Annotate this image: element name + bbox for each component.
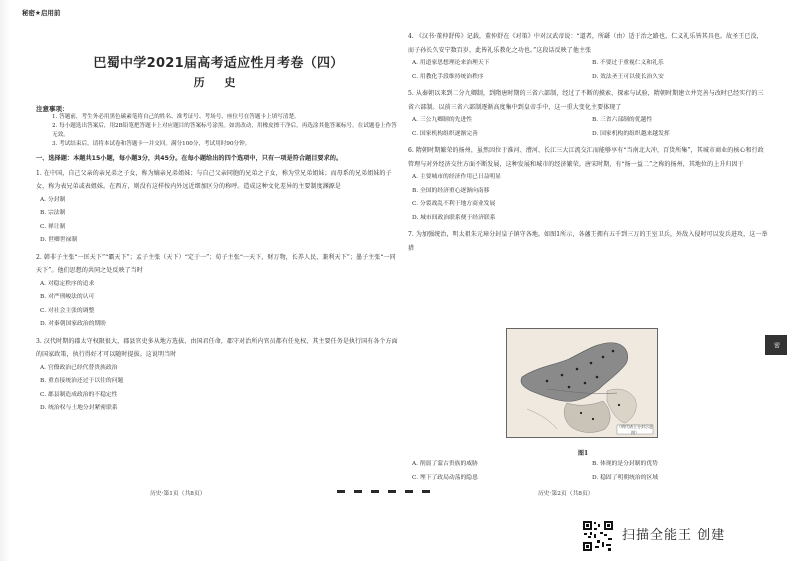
option-b: B. 三省六部制的优越性 <box>592 117 653 123</box>
option-a: A. 削弱了蒙古贵族的威胁 <box>412 461 478 467</box>
option-c: C. 埋下了政局动荡的隐患 <box>412 474 478 481</box>
question-1 <box>36 167 401 248</box>
question-5 <box>408 87 768 141</box>
option-a: A. 用道家思想理论来治理天下 <box>412 60 490 66</box>
option-a: A. 官僚政治已经代替贵族政治 <box>40 364 118 371</box>
question-3 <box>36 335 401 416</box>
notice-item: 3. 考试结束后，请将本试卷和答题卡一并交回。满分100分，考试用时90分钟。 <box>52 141 251 147</box>
registration-mark <box>371 490 379 493</box>
option-b: B. 宗法制 <box>40 210 66 216</box>
map-figure <box>506 328 658 438</box>
registration-mark <box>388 490 396 493</box>
option-a: A. 对稳定秩序的追求 <box>40 280 95 287</box>
option-a: A. 分封制 <box>40 196 66 203</box>
option-c: C. 分裂战乱不利于地方商业发展 <box>412 201 496 207</box>
option-b: B. 全国的经济重心逐渐向南移 <box>412 187 490 194</box>
map-note: （明代诸王分封示意图） <box>617 424 653 435</box>
exam-title: 巴蜀中学2021届高考适应性月考卷（四） <box>93 56 344 71</box>
question-stem: 4. 《汉书·董仲舒传》记载，董仲舒在《对策》中对汉武帝说：“道者，所繇（由）适于治之路也，仁义礼乐皆其具也。故圣王已没，而子孙长久安宁数百岁，此皆礼乐教化之功也。”这段话反映了他主张 <box>408 33 763 54</box>
option-b: B. 体现的是分封制的优势 <box>592 461 658 467</box>
subject-heading: 历 史 <box>193 76 244 89</box>
option-c: C. 郡县制造成政治的不稳定性 <box>40 391 118 398</box>
option-a: A. 主要城市的经济作用已日益明显 <box>412 174 502 180</box>
qr-code-icon <box>582 520 614 552</box>
ming-princes-map <box>507 329 657 437</box>
option-b: B. 重直接统治还过于以往的问题 <box>40 378 124 384</box>
notice-title: 注意事项： <box>36 105 69 113</box>
question-stem: 2. 韩非子主张“一匡天下”“霸天下”；孟子主张（天下）“定于一”；荀子主张“一天下，财万物，长养人民，兼利天下”；墨子主张“一同天下”。他们思想的共同之处反映了当时 <box>36 253 396 274</box>
question-7-options <box>408 458 768 485</box>
option-d: D. 对秦朝国家政治的期盼 <box>40 321 107 327</box>
page-right <box>408 30 768 435</box>
option-a: A. 三公九卿制的先进性 <box>412 117 473 123</box>
section-heading: 一、选择题：本题共15小题，每小题3分，共45分。在每小题给出的四个选项中，只有一项是符合题目要求的。 <box>36 155 343 162</box>
option-b: B. 不要过于重视仁义和礼乐 <box>592 60 664 66</box>
side-tab: 密 <box>765 335 787 355</box>
footer-left: 历史·第1页（共8页） <box>150 491 206 497</box>
registration-mark <box>405 490 413 493</box>
registration-marks <box>337 490 430 493</box>
registration-mark <box>354 490 362 493</box>
question-6 <box>408 144 768 225</box>
options <box>408 114 768 141</box>
registration-mark <box>337 490 345 493</box>
option-d: D. 稳固了明朝统治的区域 <box>592 474 659 481</box>
footer-right: 历史·第2页（共8页） <box>538 491 594 497</box>
question-stem: 7. 为加强统治，明太祖朱元璋分封皇子镇守各地。如图1所示，各藩王拥有五千到三万的王室卫兵，外敌入侵时可以发兵进攻，这一举措 <box>408 231 768 252</box>
question-2 <box>36 251 401 332</box>
option-d: D. 国家机构的组织越来越发挥 <box>592 130 670 137</box>
question-stem: 3. 汉代时期的郡太守权限很大，郡县官吏多从地方选拔，由国君任命，郡守对治所内官员都有任免权，其主要任务是执行国有各个方面的国家政策，执行得好才可以随时提拔。这说明当时 <box>36 337 398 358</box>
option-d: D. 统治权与土地分封紧密联系 <box>40 405 118 411</box>
option-c: C. 国家机构组织逐渐完善 <box>412 130 478 137</box>
option-d: D. 城市间政治联系便于经济联系 <box>412 214 496 221</box>
page-left <box>22 9 401 416</box>
scanner-watermark: 扫描全能王 创建 <box>622 528 726 543</box>
question-4 <box>408 30 768 84</box>
option-c: C. 对社会主张的调整 <box>40 307 95 314</box>
question-stem: 5. 从秦朝以来到二分九卿制，到隋唐时期的三省六部制，经过了不断的摸索、探索与试验，隋朝时期建立并完善与改时已经实行的三省六部制。以前三省六部制逐渐高度集中到皇帝手中，这一重大变化主要体现了 <box>408 90 764 111</box>
notice-item: 1. 答题前，考生务必用黑色碳素笔将自己的姓名、准考证号、考场号、座位号在答题卡上填写清楚。 <box>52 114 300 120</box>
question-stem: 1. 在中国，自己父亲的亲兄弟之子女，称为嫡亲兄弟姐妹；与自己父亲同胞的兄弟之子女，称为堂兄弟姐妹；而母系的兄弟姐妹的子女，称为表兄弟或表姐妹。在西方，则没有这样按内外远近细加区分的称呼。造成这种文化差异的主要制度渊源是 <box>36 169 392 190</box>
options <box>408 57 768 84</box>
option-c: C. 用教化手段维持统治秩序 <box>412 73 484 80</box>
option-c: C. 禅让制 <box>40 223 66 230</box>
secret-mark: 秘密★启用前 <box>22 9 61 17</box>
question-stem: 6. 隋朝时期繁荣的扬州，虽然因位于淮河、漕河、长江三大江流交汇而能够享有“当南北大冲，百货所集”，其城市商业的核心和行政管理与对外经济交往方面不断发展，这种发展和城市的经济繁荣。唐宋时期，有“扬一益二”之称的扬州，其地位的上升归因于 <box>408 147 764 168</box>
notice-item: 2. 每小题选出答案后，用2B铅笔把答题卡上对应题目的答案标号涂黑。如需改动，用橡皮擦干净后，再选涂其他答案标号。在试题卷上作答无效。 <box>52 123 397 138</box>
option-d: D. 效法圣王可以使长治久安 <box>592 73 664 80</box>
option-d: D. 世卿世禄制 <box>40 237 78 243</box>
figure-caption: 图1 <box>578 450 589 457</box>
question-7 <box>408 228 768 255</box>
registration-mark <box>422 490 430 493</box>
option-b: B. 对严刑峻法的认可 <box>40 294 95 300</box>
